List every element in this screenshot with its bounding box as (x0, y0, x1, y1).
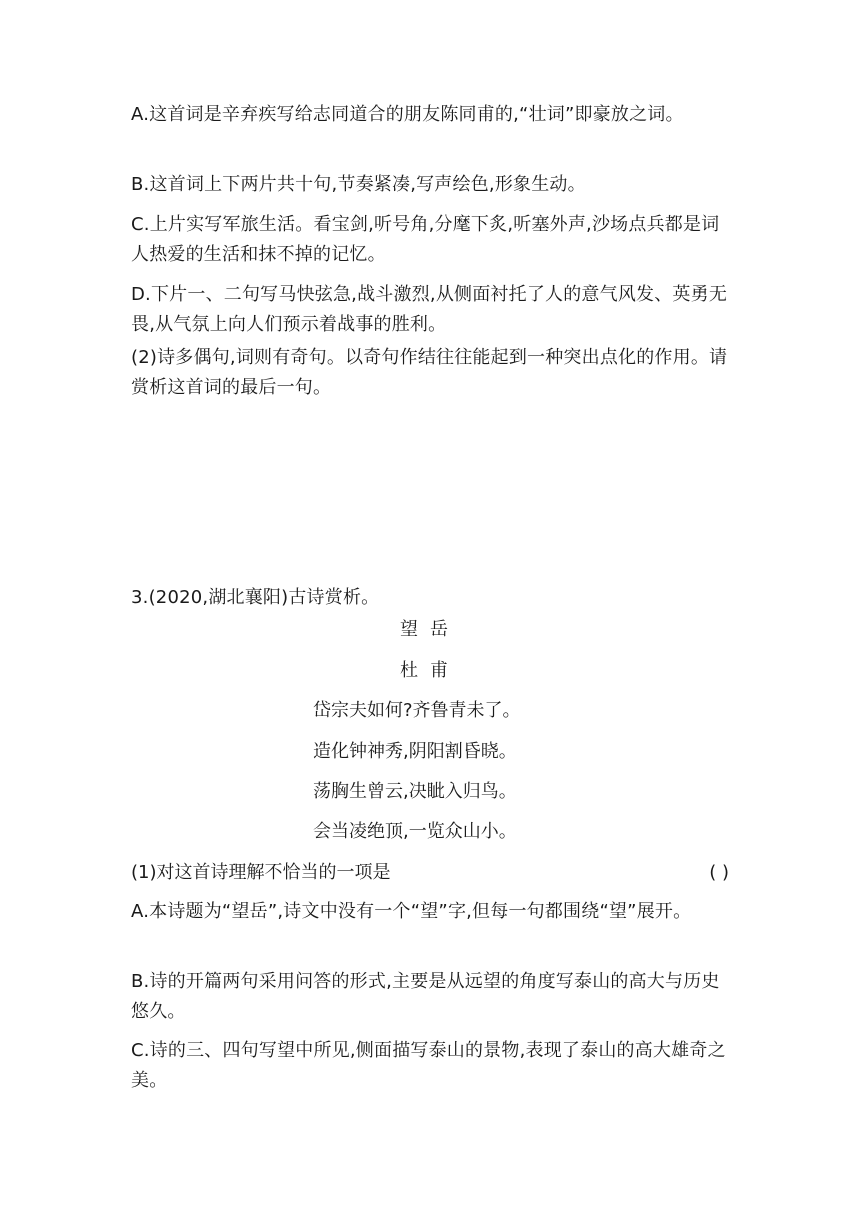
q3-option-c: C.诗的三、四句写望中所见,侧面描写泰山的景物,表现了泰山的高大雄奇之美。 (131, 1040, 726, 1091)
poem-line: 岱宗夫如何?齐鲁青未了。 (313, 700, 521, 721)
q3-option-a: A.本诗题为“望岳”,诗文中没有一个“望”字,但每一句都围绕“望”展开。 (131, 901, 692, 922)
q2-option-a: A.这首词是辛弃疾写给志同道合的朋友陈同甫的,“壮词”即豪放之词。 (131, 104, 684, 125)
q2-option-d: D.下片一、二句写马快弦急,战斗激烈,从侧面衬托了人的意气风发、英勇无畏,从气氛上向人们预示着战事的胜利。 (131, 284, 728, 335)
q3-sub-question-1 (131, 858, 729, 888)
q2-option-c: C.上片实写军旅生活。看宝剑,听号角,分麾下炙,听塞外声,沙场点兵都是词人热爱的生活和抹不掉的记忆。 (131, 214, 720, 265)
answer-blank: ( ) (709, 862, 729, 883)
q2-option-b: B.这首词上下两片共十句,节奏紧凑,写声绘色,形象生动。 (131, 174, 586, 195)
poem-line: 会当凌绝顶,一览众山小。 (313, 821, 517, 842)
poem-author: 杜甫 (400, 660, 460, 681)
poem-line: 造化钟神秀,阴阳割昏晓。 (313, 741, 517, 762)
q3-heading: 3.(2020,湖北襄阳)古诗赏析。 (131, 587, 380, 608)
q3-option-b: B.诗的开篇两句采用问答的形式,主要是从远望的角度写泰山的高大与历史悠久。 (131, 971, 720, 1022)
poem-line: 荡胸生曾云,决眦入归鸟。 (313, 781, 517, 802)
q3-sub-question-1-text: (1)对这首诗理解不恰当的一项是 (131, 862, 391, 883)
q2-sub-question-2: (2)诗多偶句,词则有奇句。以奇句作结往往能起到一种突出点化的作用。请赏析这首词的最后一句。 (131, 347, 728, 398)
poem-title: 望岳 (400, 619, 460, 640)
